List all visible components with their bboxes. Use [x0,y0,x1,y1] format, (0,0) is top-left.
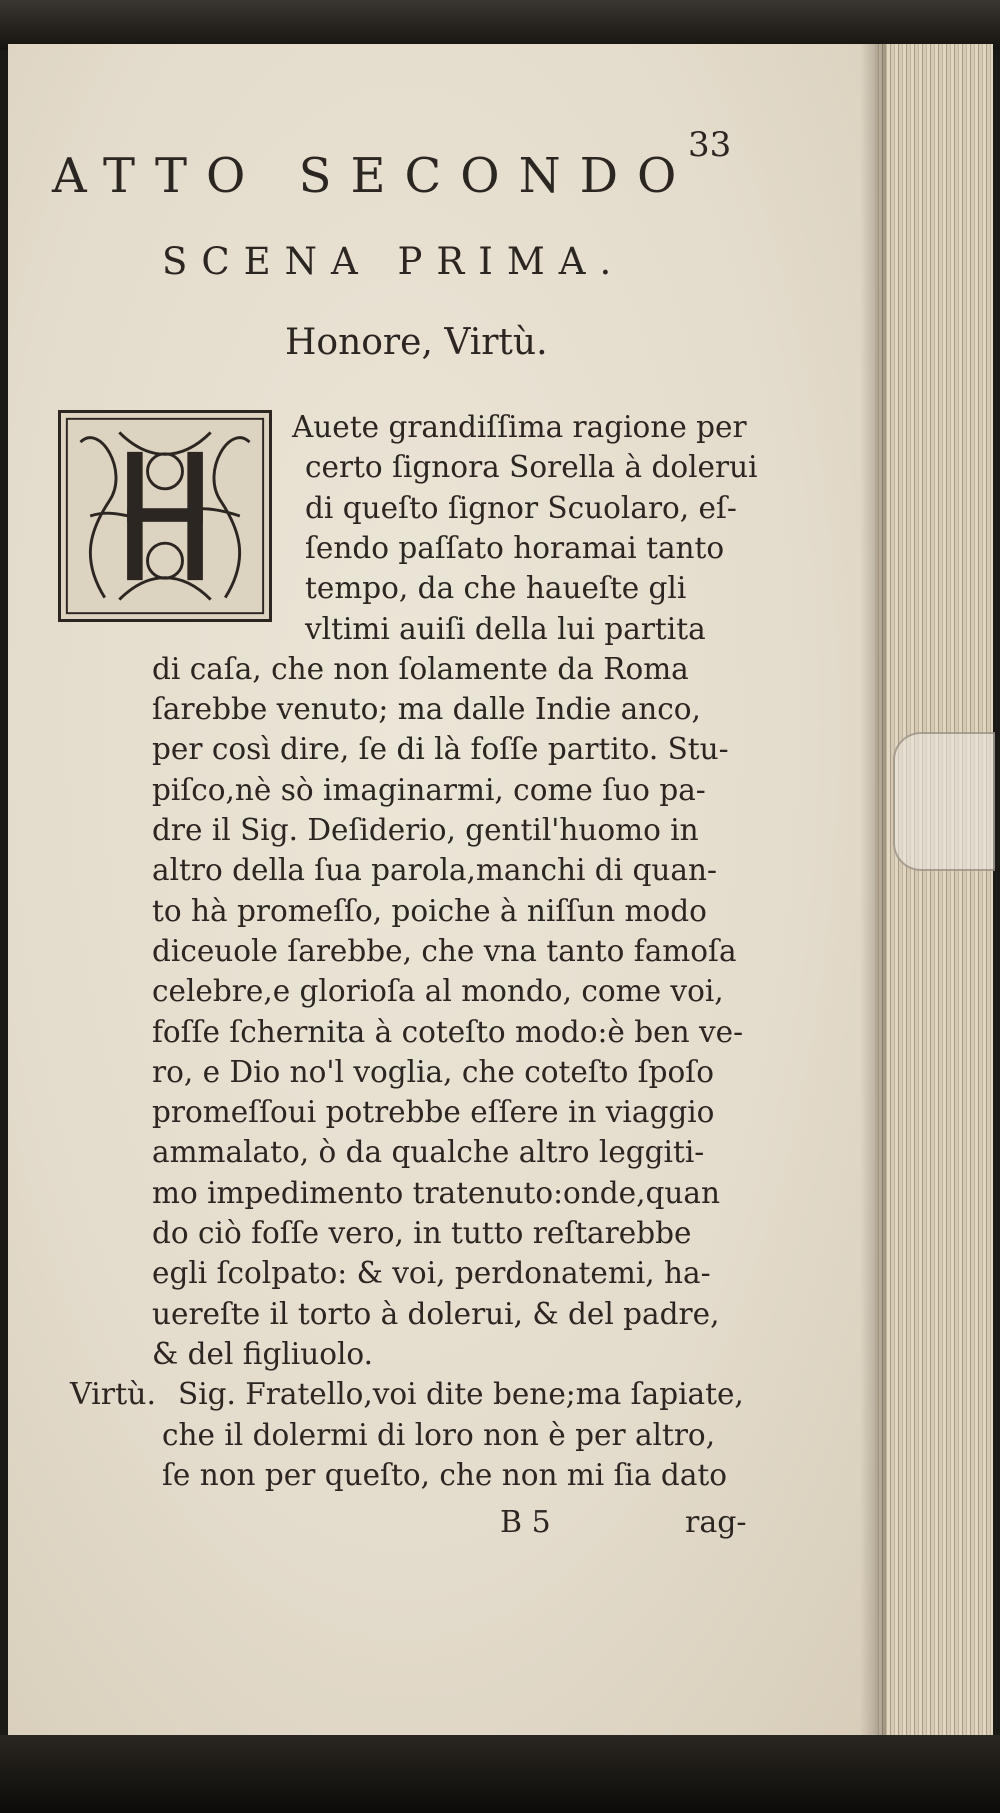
speech-line: foſſe ſchernita à coteſto modo:è ben ve- [152,1014,744,1049]
speech-line: vltimi auiſi della lui partita [305,611,706,646]
scene-title: SCENA PRIMA. [162,240,626,283]
speech-line: celebre,e glorioſa al mondo, come voi, [152,974,724,1009]
catchword: rag- [685,1505,747,1540]
page-gutter-shadow [860,44,886,1739]
speech-line: per così dire, ſe di là foſſe partito. Stu- [152,732,729,767]
book-bottom-edge [0,1735,1000,1813]
speech-line: to hà promeſſo, poiche à niſſun modo [152,893,707,928]
speech-line: certo ſignora Sorella à dolerui [305,450,758,485]
ornament-icon [61,413,269,619]
speech-line: ammalato, ò da qualche altro leggiti- [152,1135,705,1170]
page-fore-edge [875,44,993,1739]
speech-line: ſarebbe venuto; ma dalle Indie anco, [152,692,701,727]
signature-mark: B 5 [500,1505,551,1540]
speech-line: di caſa, che non ſolamente da Roma [152,651,689,686]
decorated-initial-H [58,410,272,622]
speech-line: ſendo paſſato horamai tanto [305,530,725,565]
speech-line: ro, e Dio no'l voglia, che coteſto ſpoſo [152,1054,714,1089]
speech-line: Auete grandiſſima ragione per [292,410,747,444]
speech-line: diceuole ſarebbe, che vna tanto famoſa [152,933,737,968]
speech-line: & del figliuolo. [152,1336,374,1371]
page-number: 33 [688,125,732,165]
speech-line: altro della ſua parola,manchi di quan- [152,853,717,888]
speech-line: Sig. Fratello,voi dite bene;ma ſapiate, [178,1377,744,1412]
speech-line: egli ſcolpato: & voi, perdonatemi, ha- [152,1256,711,1291]
speech-line: che il dolermi di loro non è per altro, [162,1417,716,1452]
speech-line: dre il Sig. Deſiderio, gentil'huomo in [152,813,699,847]
speaker-virtu: Virtù. [70,1377,156,1413]
book-top-edge [0,0,1000,50]
speech-line: di queſto ſignor Scuolaro, eſ- [305,490,737,525]
speech-line: promeſſoui potrebbe eſſere in viaggio [152,1095,715,1130]
act-title: ATTO SECONDO [52,148,696,204]
page-tab-marker[interactable] [893,732,995,871]
speakers-heading: Honore, Virtù. [285,322,548,363]
speech-line: tempo, da che haueſte gli [305,571,687,606]
speech-line: do ciò foſſe vero, in tutto reſtarebbe [152,1216,692,1250]
speech-line: mo impedimento tratenuto:onde,quan [152,1175,720,1210]
speech-line: piſco,nè sò imaginarmi, come ſuo pa- [152,772,706,807]
speech-line: ſe non per queſto, che non mi ſia dato [162,1457,728,1492]
speech-line: uereſte il torto à dolerui, & del padre, [152,1296,720,1331]
